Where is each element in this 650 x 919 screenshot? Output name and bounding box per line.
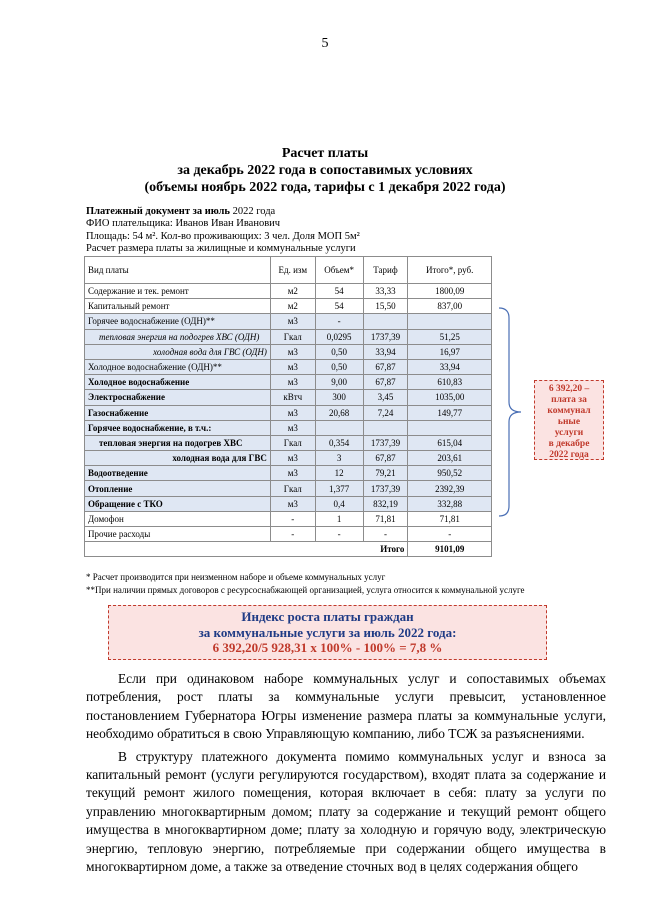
row-volume: 9,00 xyxy=(315,375,363,390)
row-name: тепловая энергия на подогрев ХВС xyxy=(85,435,271,450)
row-unit: Гкал xyxy=(270,435,315,450)
row-unit: - xyxy=(270,511,315,526)
table-row xyxy=(85,511,492,526)
payment-info xyxy=(86,206,360,255)
table-row xyxy=(85,435,492,450)
row-volume: 0,0295 xyxy=(315,329,363,344)
row-unit: м3 xyxy=(270,405,315,420)
row-volume: 0,50 xyxy=(315,344,363,359)
row-unit: Гкал xyxy=(270,329,315,344)
row-total xyxy=(408,314,492,329)
row-total xyxy=(408,420,492,435)
callout-line: ьные xyxy=(557,417,581,427)
row-total: 71,81 xyxy=(408,511,492,526)
table-row xyxy=(85,344,492,359)
header-cell: Итого*, руб. xyxy=(408,257,492,284)
callout-line: коммунал xyxy=(547,406,591,416)
row-volume: 54 xyxy=(315,284,363,299)
row-name: Холодное водоснабжение xyxy=(85,375,271,390)
row-unit: м3 xyxy=(270,359,315,374)
row-tariff xyxy=(363,314,408,329)
utilities-total-callout xyxy=(534,380,604,460)
row-tariff: 1737,39 xyxy=(363,435,408,450)
callout-line: 2022 года xyxy=(549,450,589,460)
row-total: 950,52 xyxy=(408,466,492,481)
table-row xyxy=(85,466,492,481)
row-tariff: 1737,39 xyxy=(363,481,408,496)
callout-line: в декабре xyxy=(548,439,590,449)
row-tariff: 67,87 xyxy=(363,451,408,466)
row-volume: 0,4 xyxy=(315,496,363,511)
row-unit: м3 xyxy=(270,420,315,435)
row-total: 610,83 xyxy=(408,375,492,390)
table-row xyxy=(85,284,492,299)
row-tariff: 832,19 xyxy=(363,496,408,511)
row-volume: 12 xyxy=(315,466,363,481)
callout-line: услуги xyxy=(554,428,584,438)
index-formula: 6 392,20/5 928,31 х 100% - 100% = 7,8 % xyxy=(212,640,443,655)
row-unit: м2 xyxy=(270,284,315,299)
row-tariff: 1737,39 xyxy=(363,329,408,344)
row-total: 1800,09 xyxy=(408,284,492,299)
row-tariff: 7,24 xyxy=(363,405,408,420)
row-unit: м3 xyxy=(270,344,315,359)
title-line-2: за декабрь 2022 года в сопоставимых условиях xyxy=(177,163,473,178)
table-row xyxy=(85,496,492,511)
document-title xyxy=(60,145,590,196)
row-total: 203,61 xyxy=(408,451,492,466)
row-volume: - xyxy=(315,527,363,542)
body-text xyxy=(86,670,606,880)
index-line-2: за коммунальные услуги за июль 2022 года: xyxy=(198,624,457,640)
row-tariff: 79,21 xyxy=(363,466,408,481)
row-unit: Гкал xyxy=(270,481,315,496)
payment-table xyxy=(84,256,492,557)
table-row xyxy=(85,420,492,435)
title-line-3: (объемы ноябрь 2022 года, тарифы с 1 декабря 2022 года) xyxy=(144,180,506,195)
header-cell: Объем* xyxy=(315,257,363,284)
row-tariff: 71,81 xyxy=(363,511,408,526)
row-name: Прочие расходы xyxy=(85,527,271,542)
footnote-1: * Расчет производится при неизменном наборе и объеме коммунальных услуг xyxy=(86,572,386,582)
row-unit: - xyxy=(270,527,315,542)
row-unit: м3 xyxy=(270,451,315,466)
row-total: 16,97 xyxy=(408,344,492,359)
calc-line: Расчет размера платы за жилищные и коммунальные услуги xyxy=(86,242,356,254)
row-volume: 54 xyxy=(315,299,363,314)
row-total: 33,94 xyxy=(408,359,492,374)
row-name: тепловая энергия на подогрев ХВС (ОДН) xyxy=(85,329,271,344)
footnote-2: **При наличии прямых договоров с ресурсоснабжающей организацией, услуга относится к коммунальной услуге xyxy=(86,584,525,595)
doc-year: 2022 года xyxy=(229,206,276,217)
table-row xyxy=(85,375,492,390)
row-total: 332,88 xyxy=(408,496,492,511)
row-volume: - xyxy=(315,314,363,329)
table-header-row xyxy=(85,257,492,284)
page-number: 5 xyxy=(321,36,329,51)
footnotes xyxy=(86,571,525,596)
row-unit: м3 xyxy=(270,466,315,481)
row-total: 51,25 xyxy=(408,329,492,344)
table-row xyxy=(85,329,492,344)
header-cell: Тариф xyxy=(363,257,408,284)
row-tariff: 33,94 xyxy=(363,344,408,359)
row-tariff: - xyxy=(363,527,408,542)
doc-line xyxy=(86,206,360,218)
doc-label: Платежный документ за июль xyxy=(86,206,230,217)
paragraph-1: Если при одинаковом наборе коммунальных услуг и сопоставимых объемах потребления, рост платы за коммунальные услуги превысит, установленное постановлением Губернатора Югры изменение размера платы за коммунальные услуги, необходимо обратиться в свою Управляющую компанию, либо ТСЖ за разъяснениями. xyxy=(86,671,606,742)
row-volume: 300 xyxy=(315,390,363,405)
row-volume: 0,354 xyxy=(315,435,363,450)
table-row xyxy=(85,299,492,314)
row-tariff: 33,33 xyxy=(363,284,408,299)
row-total: 149,77 xyxy=(408,405,492,420)
header-cell: Ед. изм xyxy=(270,257,315,284)
row-unit: кВтч xyxy=(270,390,315,405)
callout-line: плата за xyxy=(551,395,587,405)
row-name: Горячее водоснабжение, в т.ч.: xyxy=(85,420,271,435)
table-row xyxy=(85,527,492,542)
callout-line: 6 392,20 – xyxy=(548,384,590,394)
total-label: Итого xyxy=(85,542,408,557)
paragraph-2: В структуру платежного документа помимо коммунальных услуг и взноса за капитальный ремонт (услуги регулируются государством), входят плата за содержание и текущий ремонт жилого помещения, которая включает в себя: плату за услуги по управлению многоквартирным домом; плату за содержание и текущий ремонт общего имущества в многоквартирном доме; плату за холодную и горячую воду, электрическую энергию, тепловую энергию, потребляемые при содержании общего имущества в многоквартирном доме, а также за отведение сточных вод в целях содержания общего xyxy=(86,748,606,875)
utilities-bracket xyxy=(497,306,527,518)
row-name: Отопление xyxy=(85,481,271,496)
index-line-1: Индекс роста платы граждан xyxy=(241,609,414,624)
table-row xyxy=(85,314,492,329)
table-row xyxy=(85,451,492,466)
table-row xyxy=(85,405,492,420)
growth-index-box xyxy=(108,605,547,660)
row-name: холодная вода для ГВС (ОДН) xyxy=(85,344,271,359)
row-volume: 20,68 xyxy=(315,405,363,420)
row-name: Холодное водоснабжение (ОДН)** xyxy=(85,359,271,374)
payer-line: ФИО плательщика: Иванов Иван Иванович xyxy=(86,218,281,230)
total-value: 9101,09 xyxy=(408,542,492,557)
row-tariff xyxy=(363,420,408,435)
header-cell: Вид платы xyxy=(85,257,271,284)
row-tariff: 3,45 xyxy=(363,390,408,405)
row-volume: 1 xyxy=(315,511,363,526)
table-total-row xyxy=(85,542,492,557)
row-name: Домофон xyxy=(85,511,271,526)
row-tariff: 67,87 xyxy=(363,359,408,374)
row-volume: 0,50 xyxy=(315,359,363,374)
row-name: Обращение с ТКО xyxy=(85,496,271,511)
area-line: Площадь: 54 м². Кол-во проживающих: 3 чел. Доля МОП 5м² xyxy=(86,230,360,242)
row-name: холодная вода для ГВС xyxy=(85,451,271,466)
row-name: Электроснабжение xyxy=(85,390,271,405)
row-total: - xyxy=(408,527,492,542)
row-total: 837,00 xyxy=(408,299,492,314)
row-name: Содержание и тек. ремонт xyxy=(85,284,271,299)
row-tariff: 67,87 xyxy=(363,375,408,390)
table-row xyxy=(85,481,492,496)
row-name: Водоотведение xyxy=(85,466,271,481)
row-unit: м2 xyxy=(270,299,315,314)
row-total: 615,04 xyxy=(408,435,492,450)
table-row xyxy=(85,390,492,405)
row-volume: 3 xyxy=(315,451,363,466)
row-volume xyxy=(315,420,363,435)
row-tariff: 15,50 xyxy=(363,299,408,314)
row-total: 1035,00 xyxy=(408,390,492,405)
row-volume: 1,377 xyxy=(315,481,363,496)
table-row xyxy=(85,359,492,374)
row-unit: м3 xyxy=(270,314,315,329)
row-total: 2392,39 xyxy=(408,481,492,496)
row-name: Горячее водоснабжение (ОДН)** xyxy=(85,314,271,329)
row-name: Газоснабжение xyxy=(85,405,271,420)
row-unit: м3 xyxy=(270,375,315,390)
row-name: Капитальный ремонт xyxy=(85,299,271,314)
title-line-1: Расчет платы xyxy=(281,146,369,161)
row-unit: м3 xyxy=(270,496,315,511)
